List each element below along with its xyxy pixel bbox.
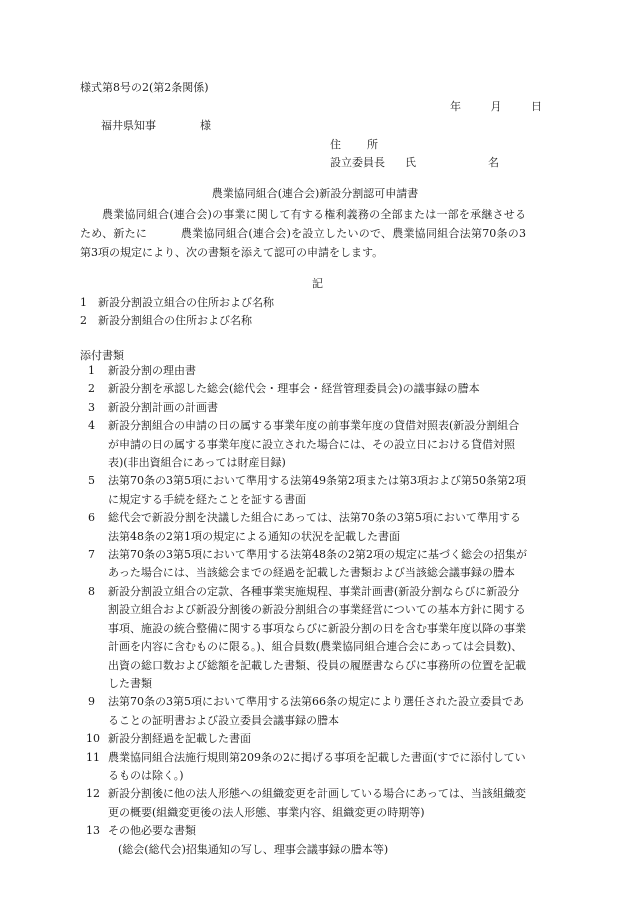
body-text: 農業協同組合(連合会)の事業に関して有する権利義務の全部または一部を承継させるため、新たに 農業協同組合(連合会)を設立したいので、農業協同組合法第70条の3第3項の規定により、次の書類を添えて認可の申請をします。 [80, 208, 526, 259]
attachment-text: 新設分割を承認した総会(総代会・理事会・経営管理委員会)の議事録の謄本 [108, 382, 480, 396]
attachment-number: 11 [86, 750, 100, 764]
item-number: 2 [80, 314, 87, 327]
attachment-text: 新設分割設立組合の定款、各種事業実施規程、事業計画書(新設分割ならびに新設分割設立組合および新設分割後の新設分割組合の事業経営についての基本方針に関する事項、施設の統合整備に関する事項ならびに新設分割の日を含む事業年度以降の事業計画を内容に含むものに限る。)、組合員数(農業協同組合連合会にあっては会員数)、出資の総口数および総額を記載した書類、役員の履歴書ならびに事務所の位置を記載した書類 [108, 584, 526, 690]
addressee-honorific: 様 [200, 119, 211, 132]
name-label-b: 名 [488, 156, 499, 169]
item-text: 新設分割設立組合の住所および名称 [98, 296, 274, 309]
attachment-number: 7 [88, 548, 95, 562]
attachment-number: 5 [88, 474, 95, 488]
attachment-item [88, 546, 528, 583]
attachment-text: その他必要な書類 [108, 824, 196, 838]
attachments-list [88, 362, 528, 859]
date-day-label: 日 [531, 100, 542, 113]
document-title: 農業協同組合(連合会)新設分割認可申請書 [211, 187, 419, 200]
addressee [101, 118, 211, 133]
attachment-number: 9 [88, 695, 95, 709]
attachment-number: 6 [88, 511, 95, 525]
attachment-item [88, 822, 528, 840]
body-paragraph [80, 205, 526, 262]
attachment-number: 3 [88, 400, 95, 414]
attachment-item [88, 362, 528, 380]
item-number: 1 [80, 296, 87, 309]
address-label-b: 所 [367, 138, 378, 151]
representative-label: 設立委員長 [330, 156, 385, 169]
attachment-text: 新設分割後に他の法人形態への組織変更を計画している場合にあっては、当該組織変更の概要(組織変更後の法人形態、事業内容、組織変更の時期等) [108, 787, 526, 819]
attachment-item [88, 472, 528, 509]
attachment-13-subnote: (総会(総代会)招集通知の写し、理事会議事録の謄本等) [118, 842, 389, 856]
attachment-text: 法第70条の3第5項において準用する法第48条の2第2項の規定に基づく総会の招集があった場合には、当該総会までの経過を記載した書類および当該総会議事録の謄本 [108, 548, 527, 580]
attachment-number: 13 [86, 824, 100, 838]
attachment-number: 10 [86, 732, 100, 746]
attachment-text: 法第70条の3第5項において準用する法第66条の規定により選任された設立委員であることの証明書および設立委員会議事録の謄本 [108, 695, 524, 727]
attachment-number: 8 [88, 584, 95, 598]
attachment-item [88, 749, 528, 786]
form-number: 様式第8号の2(第2条関係) [80, 81, 209, 94]
attachment-number: 4 [88, 419, 95, 433]
attachment-item [88, 693, 528, 730]
attachment-item [88, 509, 528, 546]
attachment-text: 新設分割計画の計画書 [108, 400, 218, 414]
attachment-text: 法第70条の3第5項において準用する法第49条第2項または第3項および第50条第2項に規定する手続を経たことを証する書面 [108, 474, 526, 506]
item-text: 新設分割組合の住所および名称 [98, 314, 252, 327]
date-month-label: 月 [490, 100, 502, 113]
list-item [80, 295, 274, 310]
address-label-a: 住 [330, 138, 341, 151]
attachment-item [88, 583, 528, 693]
attachment-item [88, 417, 528, 472]
attachment-number: 12 [86, 787, 100, 801]
ki-heading: 記 [312, 277, 323, 290]
representative-line [330, 155, 499, 170]
attachment-item [88, 380, 528, 398]
date-year-label: 年 [450, 100, 461, 113]
attachment-text: 農業協同組合法施行規則第209条の2に掲げる事項を記載した書面(すでに添付しているものは除く。) [108, 750, 526, 782]
attachments-heading: 添付書類 [80, 349, 124, 362]
attachment-item [88, 730, 528, 748]
date-line [450, 99, 542, 114]
attachment-number: 1 [88, 364, 95, 377]
addressee-name: 福井県知事 [101, 119, 156, 132]
attachment-number: 2 [88, 382, 95, 396]
attachment-text: 新設分割組合の申請の日の属する事業年度の前事業年度の貸借対照表(新設分割組合が申請の日の属する事業年度に設立された場合には、その設立日における貸借対照表)(非出資組合にあっては財産目録) [108, 419, 520, 470]
address-label [330, 137, 378, 152]
list-item [80, 313, 252, 328]
attachment-text: 新設分割経過を記載した書面 [108, 732, 251, 746]
attachment-item [88, 399, 528, 417]
attachment-text: 総代会で新設分割を決議した組合にあっては、法第70条の3第5項において準用する法第48条の2第1項の規定による通知の状況を記載した書面 [108, 511, 521, 543]
name-label-a: 氏 [405, 156, 416, 169]
attachment-text: 新設分割の理由書 [108, 364, 196, 377]
attachment-item [88, 785, 528, 822]
